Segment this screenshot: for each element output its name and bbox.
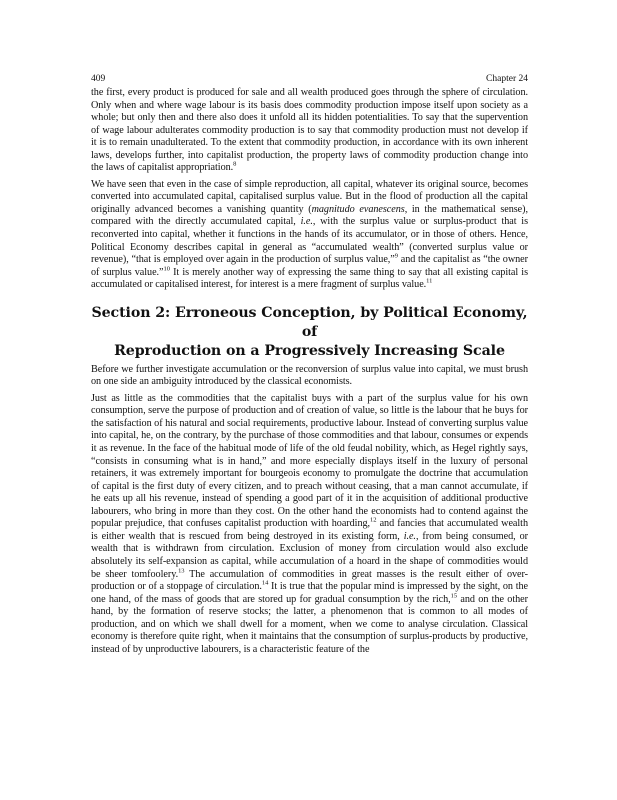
document-page xyxy=(91,74,528,660)
paragraph-2-text: We have seen that even in the case of simple reproduction, all capital, whatever its original source, becomes converted into accumulated capital, capitalised surplus value. But in the flood of production all the capital originally advanced becomes a vanishing quantity ( xyxy=(91,178,528,215)
chapter-label: Chapter 24 xyxy=(486,74,528,84)
latin-term: magnitudo evanescens xyxy=(311,203,405,215)
paragraph-4-text: and on the other hand, by the formation of reserve stocks; the latter, a phenomenon that is common to all modes of production, and on which we shall dwell for a moment, when we come to analyse circulation. Classical economy is therefore quite right, when it maintains that the consumption of surplus-products by productive, instead of by unproductive labourers, is a characteristic feature of the xyxy=(91,593,528,655)
footnote-ref: 11 xyxy=(426,277,433,285)
paragraph-4-text: It is true that the popular mind is impressed by the sight, on the one hand, of the mass of goods that are stored up for gradual consumption by the rich, xyxy=(91,581,528,605)
paragraph-2-text: and the capitalist as “the owner of surplus value.” xyxy=(91,254,528,278)
paragraph-4-text: , from being consumed, or wealth that is withdrawn from circulation. Exclusion of money from circulation would also exclude absolutely its self-expansion as capital, while accumulation of a hoard in the shape of commodities would be sheer tomfoolery. xyxy=(91,530,528,580)
paragraph-4-text: and fancies that accumulated wealth is either wealth that is rescued from being destroyed in its existing form, xyxy=(91,518,528,542)
paragraph-4-text: The accumulation of commodities in great masses is the result either of over-production or of a stoppage of circulation. xyxy=(91,568,528,593)
section-heading-line-1: Section 2: Erroneous Conception, by Political Economy, of xyxy=(91,304,528,340)
paragraph-4 xyxy=(91,393,528,656)
footnote-ref: 12 xyxy=(370,516,377,524)
footnote-ref: 9 xyxy=(394,252,398,260)
footnote-ref: 8 xyxy=(233,160,237,168)
page-number: 409 xyxy=(91,74,106,84)
footnote-ref: 13 xyxy=(178,567,185,575)
italic-abbrev: i.e. xyxy=(403,530,416,542)
paragraph-2-text: , in the mathematical sense), compared with the directly accumulated capital, xyxy=(91,203,528,228)
paragraph-2-text: , with the surplus value or surplus-product that is reconverted into capital, whether it functions in the hands of its accumulator, or in those of others. Hence, Political Economy describes capital in general as “accumulated wealth” (converted surplus value or revenue), “that is employed over again in the production of surplus value,” xyxy=(91,216,528,266)
footnote-ref: 10 xyxy=(163,265,170,273)
paragraph-3: Before we further investigate accumulation or the reconversion of surplus value into capital, we must brush on one side an ambiguity introduced by the classical economists. xyxy=(91,363,528,388)
italic-abbrev: i.e. xyxy=(300,216,313,228)
paragraph-2-text: It is merely another way of expressing the same thing to say that all existing capital is accumulated or capitalised interest, for interest is a mere fragment of surplus value. xyxy=(91,266,528,291)
section-heading-line-2: Reproduction on a Progressively Increasing Scale xyxy=(114,342,505,359)
footnote-ref: 15 xyxy=(450,592,458,600)
footnote-ref: 14 xyxy=(261,579,269,587)
paragraph-2 xyxy=(91,179,528,292)
running-header xyxy=(91,74,528,85)
section-heading xyxy=(91,304,528,361)
paragraph-4-text: Just as little as the commodities that the capitalist buys with a part of the surplus value for his own consumption, serve the purpose of production and of creation of value, so little is the labour that he buys for the satisfaction of his natural and social requirements, productive labour. Instead of converting surplus value into capital, he, on the contrary, by the purchase of those commodities and that labour, consumes or expends it as revenue. In the face of the habitual mode of life of the old feudal nobility, which, as Hegel rightly says, “consists in consuming what is in hand,” and more especially displays itself in the luxury of personal retainers, it was extremely important for bourgeois economy to promulgate the doctrine that accumulation of capital is the first duty of every citizen, and to preach without ceasing, that a man cannot accumulate, if he eats up all his revenue, instead of spending a good part of it in the acquisition of additional productive labourers, who bring in more than they cost. On the other hand the economists had to contend against the popular prejudice, that confuses capitalist production with hoarding, xyxy=(91,392,528,530)
paragraph-1 xyxy=(91,87,528,175)
paragraph-1-text: the first, every product is produced for sale and all wealth produced goes through the sphere of circulation. Only when and where wage labour is its basis does commodity production impose itself upon society as a whole; but only then and there also does it unfold all its hidden potentialities. To say that the supervention of wage labour adulterates commodity production is to say that commodity production must not develop if it is to remain unadulterated. To the extent that commodity production, in accordance with its own inherent laws, develops further, into capitalist production, the property laws of commodity production change into the laws of capitalist appropriation. xyxy=(91,87,528,174)
